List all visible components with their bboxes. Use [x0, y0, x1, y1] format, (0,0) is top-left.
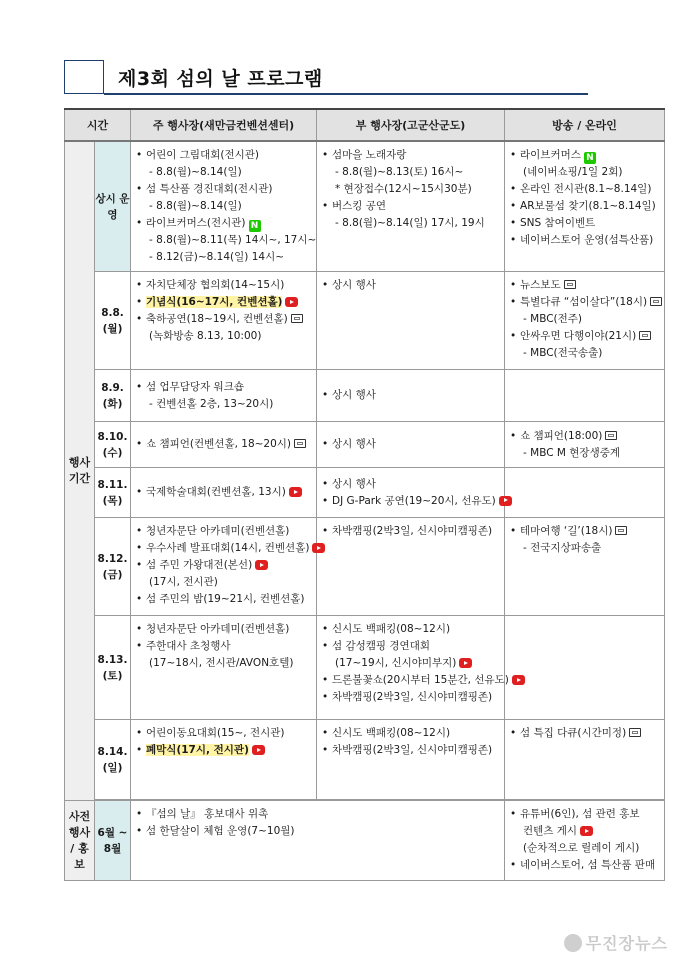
list-subitem: [135, 655, 314, 672]
broadcast-cell: [505, 720, 665, 800]
item-list: [321, 147, 502, 232]
list-item: [135, 540, 314, 557]
list-item: [135, 436, 314, 453]
list-item: [321, 493, 502, 510]
list-item: [135, 147, 314, 164]
list-item: [509, 181, 662, 198]
item-text: (네이버쇼핑/1일 2회): [523, 166, 623, 178]
item-text: 신시도 백패킹(08~12시): [332, 623, 451, 635]
list-item: [509, 806, 662, 823]
item-text: 차박캠핑(2박3일, 신시야미캠핑존): [332, 744, 493, 756]
main-venue-cell: [131, 518, 317, 616]
item-text: 테마여행 ‘길’(18시): [520, 525, 613, 537]
date-cell: 6월 ~ 8월: [95, 801, 131, 881]
list-subitem: [509, 540, 662, 557]
item-text: 차박캠핑(2박3일, 신시야미캠핑존): [332, 691, 493, 703]
item-list: [509, 523, 662, 557]
header-row: [65, 109, 665, 141]
sub-venue-cell: [317, 720, 505, 800]
item-text: 안싸우면 다행이야(21시): [520, 330, 637, 342]
item-text: - 8.8(월)~8.11(목) 14시~, 17시~: [149, 234, 317, 246]
item-list: [509, 147, 662, 249]
list-subitem: [135, 574, 314, 591]
list-item: [509, 428, 662, 445]
item-text: 네이버스토어 운영(섬특산품): [520, 234, 654, 246]
item-text: (17~18시, 전시관/AVON호텔): [149, 657, 294, 669]
youtube-icon: [499, 496, 512, 506]
item-text: (녹화방송 8.13, 10:00): [149, 330, 262, 342]
item-list: [135, 379, 314, 413]
list-item: [321, 198, 502, 215]
youtube-icon: [459, 658, 472, 668]
date-cell: 8.8. (월): [95, 272, 131, 370]
date-cell: 8.10. (수): [95, 422, 131, 468]
item-list: [509, 725, 662, 742]
naver-icon: N: [249, 220, 261, 232]
item-text: - MBC(전국송출): [523, 347, 603, 359]
list-item: [135, 806, 502, 823]
broadcast-cell: [505, 518, 665, 616]
broadcast-cell: [505, 801, 665, 881]
list-item: [321, 689, 502, 706]
row-pre-event: [65, 801, 665, 881]
item-list: [321, 436, 502, 453]
item-text: 섬마을 노래자랑: [332, 149, 407, 161]
list-item: [135, 277, 314, 294]
list-item: [509, 857, 662, 874]
list-item: [135, 181, 314, 198]
tv-icon: [294, 439, 306, 448]
item-text: 상시 행사: [332, 477, 376, 490]
item-text: 상시 행사: [332, 438, 376, 450]
item-text: 섬 특산품 경진대회(전시관): [146, 183, 273, 195]
item-text: 폐막식(17시, 전시관): [146, 744, 249, 756]
list-item: [321, 523, 502, 540]
item-list: [321, 277, 502, 294]
list-subitem: [135, 328, 314, 345]
broadcast-cell: [505, 468, 665, 518]
sub-venue-cell: [317, 616, 509, 720]
item-text: SNS 참여이벤트: [520, 217, 596, 229]
item-text: 컨텐츠 게시: [523, 825, 578, 837]
item-text: - 8.12(금)~8.14(일) 14시~: [149, 251, 285, 263]
list-item: [135, 311, 314, 328]
row-0814: [65, 720, 665, 800]
list-item: [509, 232, 662, 249]
item-text: 섬 특집 다큐(시간미정): [520, 727, 627, 739]
item-text: 어린이 그림대회(전시관): [146, 149, 259, 161]
list-item: [321, 476, 502, 493]
sub-venue-cell: [317, 272, 505, 370]
item-text: 네이버스토어, 섬 특산품 판매: [520, 859, 656, 871]
date-cell: 8.14. (일): [95, 720, 131, 800]
youtube-icon: [312, 543, 325, 553]
row-0808: [65, 272, 665, 370]
list-item: [135, 484, 314, 501]
item-text: 온라인 전시관(8.1~8.14일): [520, 183, 652, 195]
item-text: 섬 업무담당자 워크숍: [146, 380, 244, 393]
main-venue-cell: [131, 272, 317, 370]
list-subitem: [135, 198, 314, 215]
header-main-venue: 주 행사장(새만금컨벤션센터): [131, 109, 317, 141]
list-item: [321, 742, 502, 759]
list-item: [135, 294, 314, 311]
item-text: (17시, 전시관): [149, 576, 218, 588]
item-text: 청년자문단 아카데미(컨벤션홀): [146, 525, 290, 537]
list-item: [135, 621, 314, 638]
item-text: 유튜버(6인), 섬 관련 홍보: [520, 808, 640, 820]
item-list: [135, 277, 314, 345]
list-subitem: [509, 840, 662, 857]
item-list: [135, 806, 502, 840]
sub-venue-cell: [317, 422, 505, 468]
date-cell: 8.12. (금): [95, 518, 131, 616]
item-list: [321, 387, 502, 404]
row-0811: [65, 468, 665, 518]
item-text: 국제학술대회(컨벤션홀, 13시): [146, 486, 286, 498]
date-cell: 8.9. (화): [95, 370, 131, 422]
list-item: [509, 215, 662, 232]
header-sub-venue: 부 행사장(고군산군도): [317, 109, 505, 141]
list-subitem: [321, 215, 502, 232]
list-item: [135, 215, 314, 232]
broadcast-cell: [505, 422, 665, 468]
list-item: [509, 277, 662, 294]
row-0810: [65, 422, 665, 468]
main-venue-cell: [131, 616, 317, 720]
list-item: [135, 557, 314, 574]
item-list: [135, 523, 314, 608]
list-item: [321, 387, 502, 404]
list-item: [321, 638, 502, 655]
tv-icon: [639, 331, 651, 340]
item-list: [509, 806, 662, 874]
item-text: 드론불꽃쇼(20시부터 15분간, 선유도): [332, 674, 509, 686]
item-text: 섬 감성캠핑 경연대회: [332, 640, 430, 652]
item-text: (순차적으로 릴레이 게시): [523, 842, 640, 854]
item-text: 버스킹 공연: [332, 200, 387, 212]
main-venue-cell: [131, 141, 317, 272]
item-list: [135, 436, 314, 453]
item-text: 쇼 챔피언(컨벤션홀, 18~20시): [146, 438, 292, 450]
row-0813: [65, 616, 665, 720]
broadcast-cell: [505, 272, 665, 370]
item-text: - 8.8(월)~8.14(일): [149, 200, 242, 212]
row-regular: [65, 141, 665, 272]
page-title: 제3회 섬의 날 프로그램: [118, 68, 323, 90]
watermark: [564, 931, 668, 954]
list-subitem: [135, 249, 314, 266]
item-list: [509, 428, 662, 462]
main-venue-cell: [131, 422, 317, 468]
list-item: [509, 523, 662, 540]
list-item: [135, 591, 314, 608]
item-list: [135, 484, 314, 501]
item-text: 기념식(16~17시, 컨벤션홀): [146, 296, 283, 308]
item-text: 뉴스보도: [520, 279, 561, 291]
watermark-text: 무진장뉴스: [585, 934, 668, 953]
list-subitem: [135, 164, 314, 181]
main-venue-cell: [131, 720, 317, 800]
watermark-logo-icon: [564, 934, 582, 952]
list-item: [135, 823, 502, 840]
item-text: 어린이동요대회(15~, 전시관): [146, 727, 285, 739]
list-item: [321, 147, 502, 164]
broadcast-cell: [505, 141, 665, 272]
program-table: [64, 108, 665, 881]
broadcast-cell: [505, 370, 665, 422]
item-text: 주한대사 초청행사: [146, 640, 231, 652]
youtube-icon: [512, 675, 525, 685]
item-list: [321, 476, 502, 510]
list-item: [509, 147, 662, 164]
date-cell: 8.11. (목): [95, 468, 131, 518]
list-item: [135, 379, 314, 396]
item-list: [321, 725, 502, 759]
section-pre-event: 사전 행사 / 홍보: [65, 801, 95, 881]
item-text: 축하공연(18~19시, 컨벤션홀): [146, 313, 288, 325]
youtube-icon: [580, 826, 593, 836]
item-text: 『섬의 날』 홍보대사 위촉: [146, 808, 269, 820]
header-time: 시간: [65, 109, 131, 141]
main-venue-cell: [131, 801, 505, 881]
tv-icon: [291, 314, 303, 323]
list-subitem: [321, 164, 502, 181]
item-text: 라이브커머스: [520, 149, 581, 161]
item-text: - 전국지상파송출: [523, 542, 602, 554]
sub-venue-cell: [317, 518, 505, 616]
item-text: - MBC M 현장생중계: [523, 446, 621, 459]
row-0809: [65, 370, 665, 422]
sub-venue-cell: [317, 141, 505, 272]
section-event-period: 행사 기간: [65, 141, 95, 801]
list-subitem: [509, 823, 662, 840]
tv-icon: [564, 280, 576, 289]
list-item: [509, 725, 662, 742]
item-text: - 8.8(월)~8.14(일) 17시, 19시: [335, 217, 485, 229]
item-text: 섬 주민 가왕대전(본선): [146, 559, 253, 571]
title-underline: [104, 93, 588, 95]
list-item: [321, 436, 502, 453]
list-item: [321, 672, 509, 689]
list-subitem: [509, 445, 662, 462]
main-venue-cell: [131, 370, 317, 422]
list-subitem: [135, 232, 317, 249]
list-item: [321, 725, 502, 742]
item-text: - 컨벤션홀 2층, 13~20시): [149, 397, 274, 410]
list-item: [135, 725, 314, 742]
tv-icon: [605, 431, 617, 440]
item-list: [135, 621, 314, 672]
date-cell: 상시 운영: [95, 141, 131, 272]
item-list: [321, 621, 509, 706]
list-subitem: [509, 311, 662, 328]
list-subitem: [135, 396, 314, 413]
list-subitem: [321, 181, 502, 198]
item-list: [135, 725, 314, 759]
sub-venue-cell: [317, 370, 505, 422]
list-item: [135, 742, 314, 759]
list-item: [321, 621, 502, 638]
date-cell: 8.13. (토): [95, 616, 131, 720]
tv-icon: [615, 526, 627, 535]
item-text: - 8.8(월)~8.14(일): [149, 166, 242, 178]
list-item: [509, 328, 662, 345]
item-text: 섬 주민의 밤(19~21시, 컨벤션홀): [146, 593, 305, 605]
sub-venue-cell: [317, 468, 505, 518]
list-subitem: [509, 345, 662, 362]
list-subitem: [321, 655, 502, 672]
youtube-icon: [255, 560, 268, 570]
list-item: [135, 638, 314, 655]
youtube-icon: [289, 487, 302, 497]
item-text: - 8.8(월)~8.13(토) 16시~: [335, 166, 464, 178]
item-text: (17~19시, 신시야미부지): [335, 657, 457, 669]
item-text: 특별다큐 “섬이살다”(18시): [520, 296, 648, 308]
list-item: [135, 523, 314, 540]
header-broadcast: 방송 / 온라인: [505, 109, 665, 141]
item-text: 상시 행사: [332, 279, 376, 291]
list-subitem: [509, 164, 662, 181]
title-area: [64, 60, 588, 96]
title-decor-box: [64, 60, 104, 94]
item-text: 자치단체장 협의회(14~15시): [146, 279, 285, 291]
list-item: [321, 277, 502, 294]
main-venue-cell: [131, 468, 317, 518]
tv-icon: [629, 728, 641, 737]
item-text: 상시 행사: [332, 389, 376, 401]
item-text: * 현장접수(12시~15시30분): [335, 183, 472, 195]
item-list: [135, 147, 317, 266]
youtube-icon: [285, 297, 298, 307]
item-text: - MBC(전주): [523, 313, 583, 325]
broadcast-cell: [505, 616, 665, 720]
item-list: [509, 277, 662, 362]
row-0812: [65, 518, 665, 616]
item-text: 라이브커머스(전시관): [146, 217, 246, 229]
item-list: [321, 523, 502, 540]
list-item: [509, 198, 662, 215]
item-text: 우수사례 발표대회(14시, 컨벤션홀): [146, 542, 310, 554]
youtube-icon: [252, 745, 265, 755]
item-text: 청년자문단 아카데미(컨벤션홀): [146, 623, 290, 635]
naver-icon: N: [584, 152, 596, 164]
item-text: 차박캠핑(2박3일, 신시야미캠핑존): [332, 525, 493, 537]
item-text: AR보물섬 찾기(8.1~8.14일): [520, 200, 656, 212]
list-item: [509, 294, 662, 311]
item-text: 섬 한달살이 체험 운영(7~10월): [146, 825, 295, 837]
item-text: 쇼 챔피언(18:00): [520, 429, 603, 442]
item-text: 신시도 백패킹(08~12시): [332, 727, 451, 739]
tv-icon: [650, 297, 662, 306]
item-text: DJ G-Park 공연(19~20시, 선유도): [332, 494, 496, 507]
